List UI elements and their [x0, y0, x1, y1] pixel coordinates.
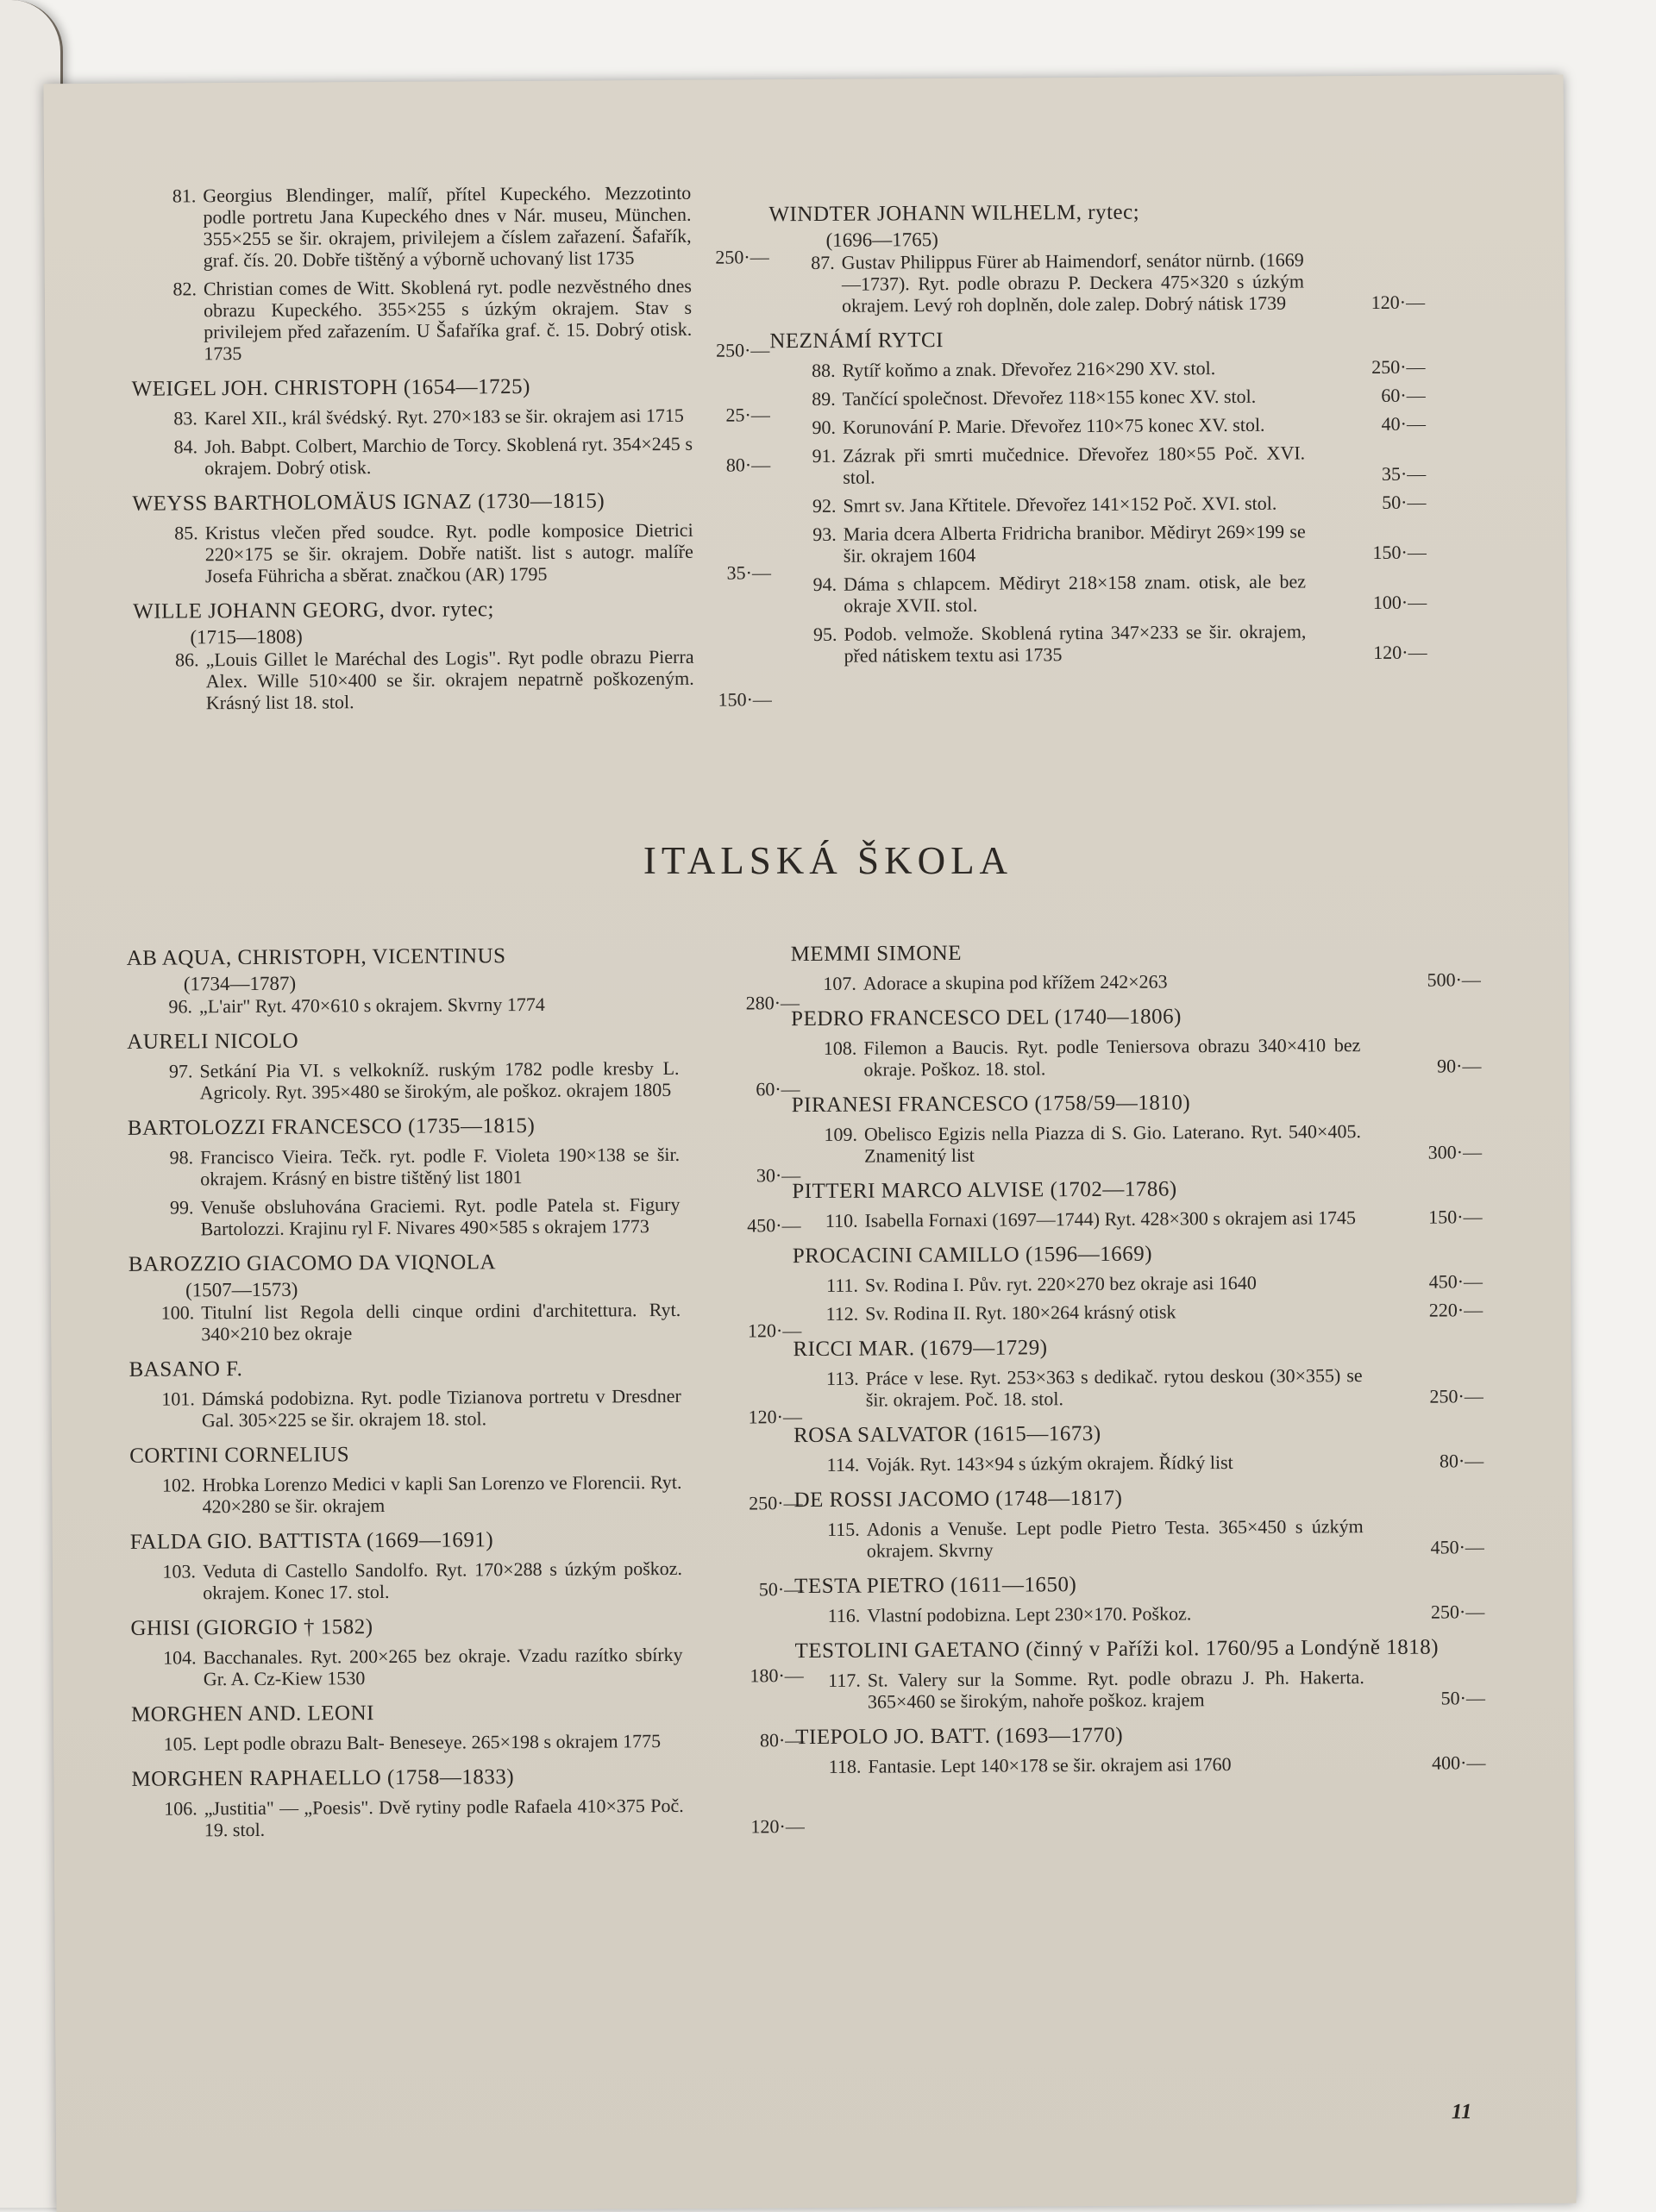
entry-price: 120·—	[1371, 291, 1426, 314]
entry-number: 99.	[169, 1196, 194, 1219]
catalog-entry	[795, 1751, 1485, 1777]
catalog-entry	[130, 1557, 803, 1604]
entry-price: 450·—	[1430, 1536, 1484, 1558]
catalog-entry	[791, 968, 1481, 994]
entry-price: 250·—	[715, 246, 769, 268]
catalog-entry	[132, 404, 770, 429]
catalog-entry	[791, 1033, 1481, 1081]
artist-heading: MORGHEN RAPHAELLO (1758—1833)	[131, 1765, 515, 1791]
catalog-page	[43, 75, 1576, 2212]
catalog-entry	[128, 1193, 800, 1240]
entry-description: Dáma s chlapcem. Mědiryt 218×158 znam. otisk, ale bez okraje XVII. stol.	[843, 570, 1307, 617]
entry-description: Dámská podobizna. Ryt. podle Tizianova portretu v Dresdner Gal. 305×225 se šir. okrajem 18. stol.	[201, 1384, 681, 1432]
entry-number: 117.	[828, 1669, 861, 1691]
artist-heading: PITTERI MARCO ALVISE (1702—1786)	[792, 1177, 1177, 1204]
entry-description: Venuše obsluhována Graciemi. Ryt. podle Patela st. Figury Bartolozzi. Krajinu ryl F. Nivares 490×585 s okrajem 1773	[200, 1193, 681, 1240]
entry-description: Fantasie. Lept 140×178 se šir. okrajem asi 1760	[868, 1753, 1232, 1777]
artist-heading: GHISI (GIORGIO † 1582)	[130, 1615, 373, 1640]
entry-price: 150·—	[1372, 541, 1427, 564]
entry-number: 112.	[825, 1302, 859, 1325]
entry-price: 100·—	[1372, 591, 1427, 614]
entry-price: 450·—	[747, 1214, 801, 1237]
artist-dates: (1696—1765)	[825, 229, 939, 251]
entry-description: Smrt sv. Jana Křtitele. Dřevořez 141×152 Poč. XVI. stol.	[843, 492, 1277, 517]
entry-description: Karel XII., král švédský. Ryt. 270×183 se šir. okrajem asi 1715	[204, 404, 684, 429]
entry-description: Obelisco Egizis nella Piazza di S. Gio. Laterano. Ryt. 540×405. Znamenitý list	[863, 1120, 1362, 1167]
entry-price: 150·—	[718, 688, 772, 711]
entry-price: 40·—	[1381, 412, 1426, 435]
catalog-entry	[129, 1470, 802, 1518]
entry-number: 88.	[811, 359, 836, 381]
entry-description: Veduta di Castello Sandolfo. Ryt. 170×288 s úzkým poškoz. okrajem. Konec 17. stol.	[202, 1557, 683, 1604]
entry-description: Voják. Ryt. 143×94 s úzkým okrajem. Řídký list	[866, 1451, 1233, 1476]
entry-price: 500·—	[1427, 968, 1481, 991]
entry-number: 93.	[812, 523, 837, 545]
entry-description: Maria dcera Alberta Fridricha branibor. Mědiryt 269×199 se šir. okrajem 1604	[843, 520, 1306, 567]
artist-heading: WEIGEL JOH. CHRISTOPH (1654—1725)	[131, 374, 531, 401]
artist-heading: FALDA GIO. BATTISTA (1669—1691)	[129, 1528, 494, 1554]
entry-number: 105.	[163, 1733, 198, 1755]
catalog-entry	[127, 1056, 800, 1104]
artist-heading: MEMMI SIMONE	[790, 941, 963, 967]
entry-description: Kristus vlečen před soudce. Ryt. podle komposice Dietrici 220×175 se šir. okrajem. Dobře natišt. list s autogr. malíře Josefa Führicha a sběrat. značkou (AR) 1795	[204, 518, 693, 587]
entry-price: 250·—	[715, 339, 770, 361]
catalog-entry	[131, 1643, 804, 1690]
entry-price: 280·—	[745, 992, 800, 1014]
entry-description: „L'air" Ryt. 470×610 s okrajem. Skvrny 1774	[198, 993, 545, 1018]
catalog-entry	[128, 1143, 800, 1190]
catalog-entry	[792, 1206, 1482, 1231]
entry-number: 113.	[825, 1367, 859, 1389]
entry-number: 84.	[173, 436, 198, 458]
artist-heading: PEDRO FRANCESCO DEL (1740—1806)	[791, 1005, 1182, 1031]
entry-price: 50·—	[1440, 1687, 1486, 1709]
catalog-entry	[793, 1270, 1483, 1296]
artist-heading: BARTOLOZZI FRANCESCO (1735—1815)	[127, 1113, 536, 1140]
artist-heading: WEYSS BARTHOLOMÄUS IGNAZ (1730—1815)	[132, 489, 605, 516]
catalog-entry	[770, 413, 1426, 439]
entry-number: 111.	[826, 1274, 859, 1296]
column-upper-left	[130, 181, 772, 721]
column-lower-left	[126, 930, 804, 1848]
catalog-entry	[794, 1514, 1484, 1562]
catalog-entry	[133, 645, 771, 714]
entry-description: Sv. Rodina I. Pův. ryt. 220×270 bez okraje asi 1640	[864, 1271, 1257, 1296]
entry-number: 95.	[812, 623, 837, 645]
catalog-entry	[769, 356, 1425, 382]
entry-description: St. Valery sur la Somme. Ryt. podle obrazu J. Ph. Hakerta. 365×460 se širokým, nahoře poškoz. krajem	[867, 1666, 1364, 1713]
entry-description: Zázrak při smrti mučednice. Dřevořez 180×55 Poč. XVI. stol.	[843, 442, 1306, 488]
entry-number: 100.	[160, 1301, 195, 1324]
entry-description: „Justitia" — „Poesis". Dvě rytiny podle Rafaela 410×375 Poč. 19. stol.	[204, 1794, 684, 1841]
entry-number: 86.	[174, 649, 199, 671]
entry-price: 120·—	[1373, 641, 1427, 663]
artist-heading: TESTOLINI GAETANO (činný v Paříži kol. 1760/95 a Londýně 1818)	[794, 1635, 1440, 1664]
entry-description: Bacchanales. Ryt. 200×265 bez okraje. Vzadu razítko sbírky Gr. A. Cz-Kiew 1530	[203, 1643, 683, 1690]
entry-price: 250·—	[1371, 355, 1426, 379]
artist-heading: TIEPOLO JO. BATT. (1693—1770)	[795, 1723, 1124, 1750]
entry-description: Filemon a Baucis. Ryt. podle Teniersova obrazu 340×410 bez okraje. Poškoz. 18. stol.	[863, 1034, 1361, 1081]
catalog-entry	[133, 518, 771, 587]
entry-description: Rytíř koňmo a znak. Dřevořez 216×290 XV. stol.	[842, 357, 1216, 381]
entry-number: 97.	[168, 1060, 193, 1082]
entry-price: 120·—	[747, 1319, 802, 1342]
entry-number: 101.	[161, 1388, 195, 1410]
catalog-entry	[769, 248, 1425, 317]
entry-price: 120·—	[748, 1406, 803, 1428]
artist-heading: BASANO F.	[129, 1357, 243, 1382]
entry-price: 400·—	[1431, 1751, 1486, 1774]
entry-description: Tančící společnost. Dřevořez 118×155 konec XV. stol.	[842, 385, 1257, 410]
entry-number: 96.	[168, 995, 193, 1018]
entry-description: Adonis a Venuše. Lept podle Pietro Testa. 365×450 s úzkým okrajem. Skvrny	[866, 1515, 1364, 1562]
entry-price: 60·—	[1381, 384, 1426, 406]
artist-heading: NEZNÁMÍ RYTCI	[769, 329, 944, 354]
entry-number: 118.	[828, 1755, 862, 1777]
entry-number: 114.	[826, 1453, 860, 1476]
entry-description: Sv. Rodina II. Ryt. 180×264 krásný otisk	[865, 1300, 1176, 1325]
entry-number: 104.	[163, 1646, 197, 1669]
catalog-entry	[794, 1450, 1484, 1476]
entry-number: 108.	[823, 1037, 857, 1059]
artist-heading: CORTINI CORNELIUS	[129, 1443, 350, 1468]
catalog-entry	[795, 1665, 1485, 1713]
entry-price: 50·—	[1382, 491, 1427, 513]
catalog-entry	[770, 442, 1426, 489]
entry-price: 300·—	[1427, 1141, 1483, 1163]
entry-price: 80·—	[759, 1729, 805, 1751]
artist-heading: PROCACINI CAMILLO (1596—1669)	[792, 1242, 1153, 1269]
artist-heading: DE ROSSI JACOMO (1748—1817)	[794, 1486, 1123, 1513]
catalog-entry	[132, 1794, 805, 1841]
catalog-entry	[794, 1363, 1484, 1411]
entry-number: 116.	[827, 1604, 861, 1626]
catalog-entry	[131, 274, 770, 365]
catalog-entry	[130, 181, 769, 272]
entry-price: 60·—	[756, 1078, 800, 1100]
entry-number: 83.	[173, 407, 198, 429]
catalog-entry	[771, 620, 1427, 667]
entry-price: 250·—	[1430, 1601, 1485, 1623]
entry-price: 150·—	[1428, 1206, 1483, 1228]
entry-description: Adorace a skupina pod křížem 242×263	[862, 970, 1168, 994]
entry-price: 450·—	[1428, 1270, 1484, 1293]
artist-dates: (1734—1787)	[183, 972, 297, 995]
entry-number: 91.	[812, 444, 837, 467]
entry-price: 30·—	[756, 1164, 801, 1187]
catalog-entry	[129, 1298, 801, 1345]
artist-heading: AB AQUA, CHRISTOPH, VICENTINUS	[126, 944, 506, 970]
catalog-entry	[770, 492, 1426, 517]
entry-price: 80·—	[725, 454, 771, 476]
entry-price: 25·—	[725, 404, 770, 426]
artist-heading: MORGHEN AND. LEONI	[130, 1701, 375, 1726]
entry-number: 85.	[174, 522, 198, 544]
section-title: ITALSKÁ ŠKOLA	[643, 839, 1013, 882]
entry-description: Christian comes de Witt. Skoblená ryt. podle nezvěstného dnes obrazu Kupeckého. 355×255 s úzkým okrajem. Stav s privilejem před zařazením. U Šafaříka graf. č. 15. Dobrý otisk. 1735	[203, 274, 693, 365]
entry-number: 94.	[812, 573, 837, 595]
entry-number: 81.	[172, 185, 197, 207]
entry-price: 35·—	[726, 561, 772, 584]
artist-heading: ROSA SALVATOR (1615—1673)	[793, 1421, 1101, 1448]
entry-price: 50·—	[758, 1578, 804, 1601]
entry-number: 98.	[169, 1146, 194, 1169]
artist-heading: AURELI NICOLO	[127, 1029, 299, 1054]
catalog-entry	[127, 992, 800, 1018]
entry-description: Lept podle obrazu Balt- Beneseye. 265×198 s okrajem 1775	[204, 1730, 662, 1755]
entry-number: 107.	[823, 972, 856, 994]
entry-description: Titulní list Regola delli cinque ordini d'architettura. Ryt. 340×210 bez okraje	[201, 1298, 681, 1345]
entry-description: Georgius Blendinger, malíř, přítel Kupeckého. Mezzotinto podle portretu Jana Kupeckého dnes v Nár. museu, München. 355×255 se šir. okrajem, privilejem a číslem zařazení. Šafařík, graf. čís. 20. Dobře tištěný a výborně uchovaný list 1735	[203, 181, 692, 272]
entry-price: 35·—	[1381, 462, 1427, 485]
artist-dates: (1507—1573)	[185, 1278, 298, 1301]
entry-description: Podob. velmože. Skoblená rytina 347×233 se šir. okrajem, před nátiskem textu asi 1735	[844, 620, 1307, 667]
entry-number: 82.	[172, 278, 198, 300]
artist-heading: WINDTER JOHANN WILHELM, rytec;	[768, 200, 1140, 227]
catalog-entry	[771, 570, 1427, 617]
catalog-entry	[792, 1119, 1482, 1167]
entry-number: 115.	[826, 1518, 860, 1540]
entry-description: Korunování P. Marie. Dřevořez 110×75 konec XV. stol.	[842, 413, 1265, 438]
entry-description: Joh. Babpt. Colbert, Marchio de Torcy. Skoblená ryt. 354×245 s okrajem. Dobrý otisk.	[204, 432, 693, 479]
artist-dates: (1715—1808)	[190, 625, 303, 649]
entry-description: Setkání Pia VI. s velkokníž. ruským 1782 podle kresby L. Agricoly. Ryt. 395×480 se širokým, ale poškoz. okrajem 1805	[199, 1056, 680, 1104]
entry-number: 90.	[812, 416, 837, 438]
entry-number: 110.	[825, 1209, 858, 1231]
catalog-entry	[132, 432, 770, 479]
entry-number: 109.	[824, 1123, 858, 1145]
entry-number: 92.	[812, 494, 837, 517]
entry-price: 250·—	[749, 1492, 803, 1514]
catalog-entry	[770, 385, 1426, 410]
entry-price: 180·—	[750, 1664, 804, 1687]
catalog-entry	[129, 1384, 802, 1432]
column-upper-right	[768, 186, 1427, 674]
entry-number: 103.	[162, 1560, 197, 1582]
catalog-entry	[793, 1299, 1483, 1325]
artist-heading: PIRANESI FRANCESCO (1758/59—1810)	[791, 1091, 1191, 1118]
entry-price: 120·—	[750, 1815, 805, 1838]
artist-heading: WILLE JOHANN GEORG, dvor. rytec;	[133, 598, 494, 623]
catalog-entry	[131, 1729, 804, 1755]
page-number: 11	[1451, 2100, 1472, 2124]
entry-price: 220·—	[1428, 1299, 1484, 1321]
catalog-entry	[771, 520, 1427, 567]
catalog-entry	[794, 1601, 1484, 1626]
entry-description: Vlastní podobizna. Lept 230×170. Poškoz.	[867, 1602, 1192, 1626]
artist-heading: TESTA PIETRO (1611—1650)	[794, 1573, 1077, 1599]
artist-heading: RICCI MAR. (1679—1729)	[793, 1336, 1048, 1362]
entry-description: Práce v lese. Ryt. 253×363 s dedikač. rytou deskou (30×355) se šir. okrajem. Poč. 18. stol.	[865, 1364, 1363, 1411]
entry-description: Isabella Fornaxi (1697—1744) Ryt. 428×300 s okrajem asi 1745	[864, 1206, 1357, 1231]
column-lower-right	[790, 925, 1485, 1784]
entry-description: Gustav Philippus Fürer ab Haimendorf, senátor nürnb. (1669—1737). Ryt. podle obrazu P. Deckera 475×320 s úzkým okrajem. Levý roh doplněn, dole zalep. Dobrý nátisk 1739	[841, 248, 1304, 316]
entry-number: 102.	[161, 1474, 196, 1496]
entry-price: 250·—	[1429, 1385, 1484, 1407]
entry-number: 106.	[164, 1797, 198, 1820]
entry-number: 89.	[812, 387, 836, 410]
entry-description: „Louis Gillet le Maréchal des Logis". Ryt podle obrazu Pierra Alex. Wille 510×400 se šir. okrajem nepatrně poškozeným. Krásný list 18. stol.	[205, 645, 694, 714]
entry-description: Hrobka Lorenzo Medici v kapli San Lorenzo ve Florencii. Ryt. 420×280 se šir. okrajem	[202, 1470, 682, 1518]
entry-number: 87.	[811, 251, 835, 273]
entry-price: 90·—	[1437, 1055, 1482, 1077]
entry-price: 80·—	[1439, 1450, 1484, 1472]
artist-heading: BAROZZIO GIACOMO DA VIQNOLA	[128, 1250, 497, 1276]
entry-description: Francisco Vieira. Tečk. ryt. podle F. Violeta 190×138 se šir. okrajem. Krásný en bistre tištěný list 1801	[200, 1143, 681, 1190]
